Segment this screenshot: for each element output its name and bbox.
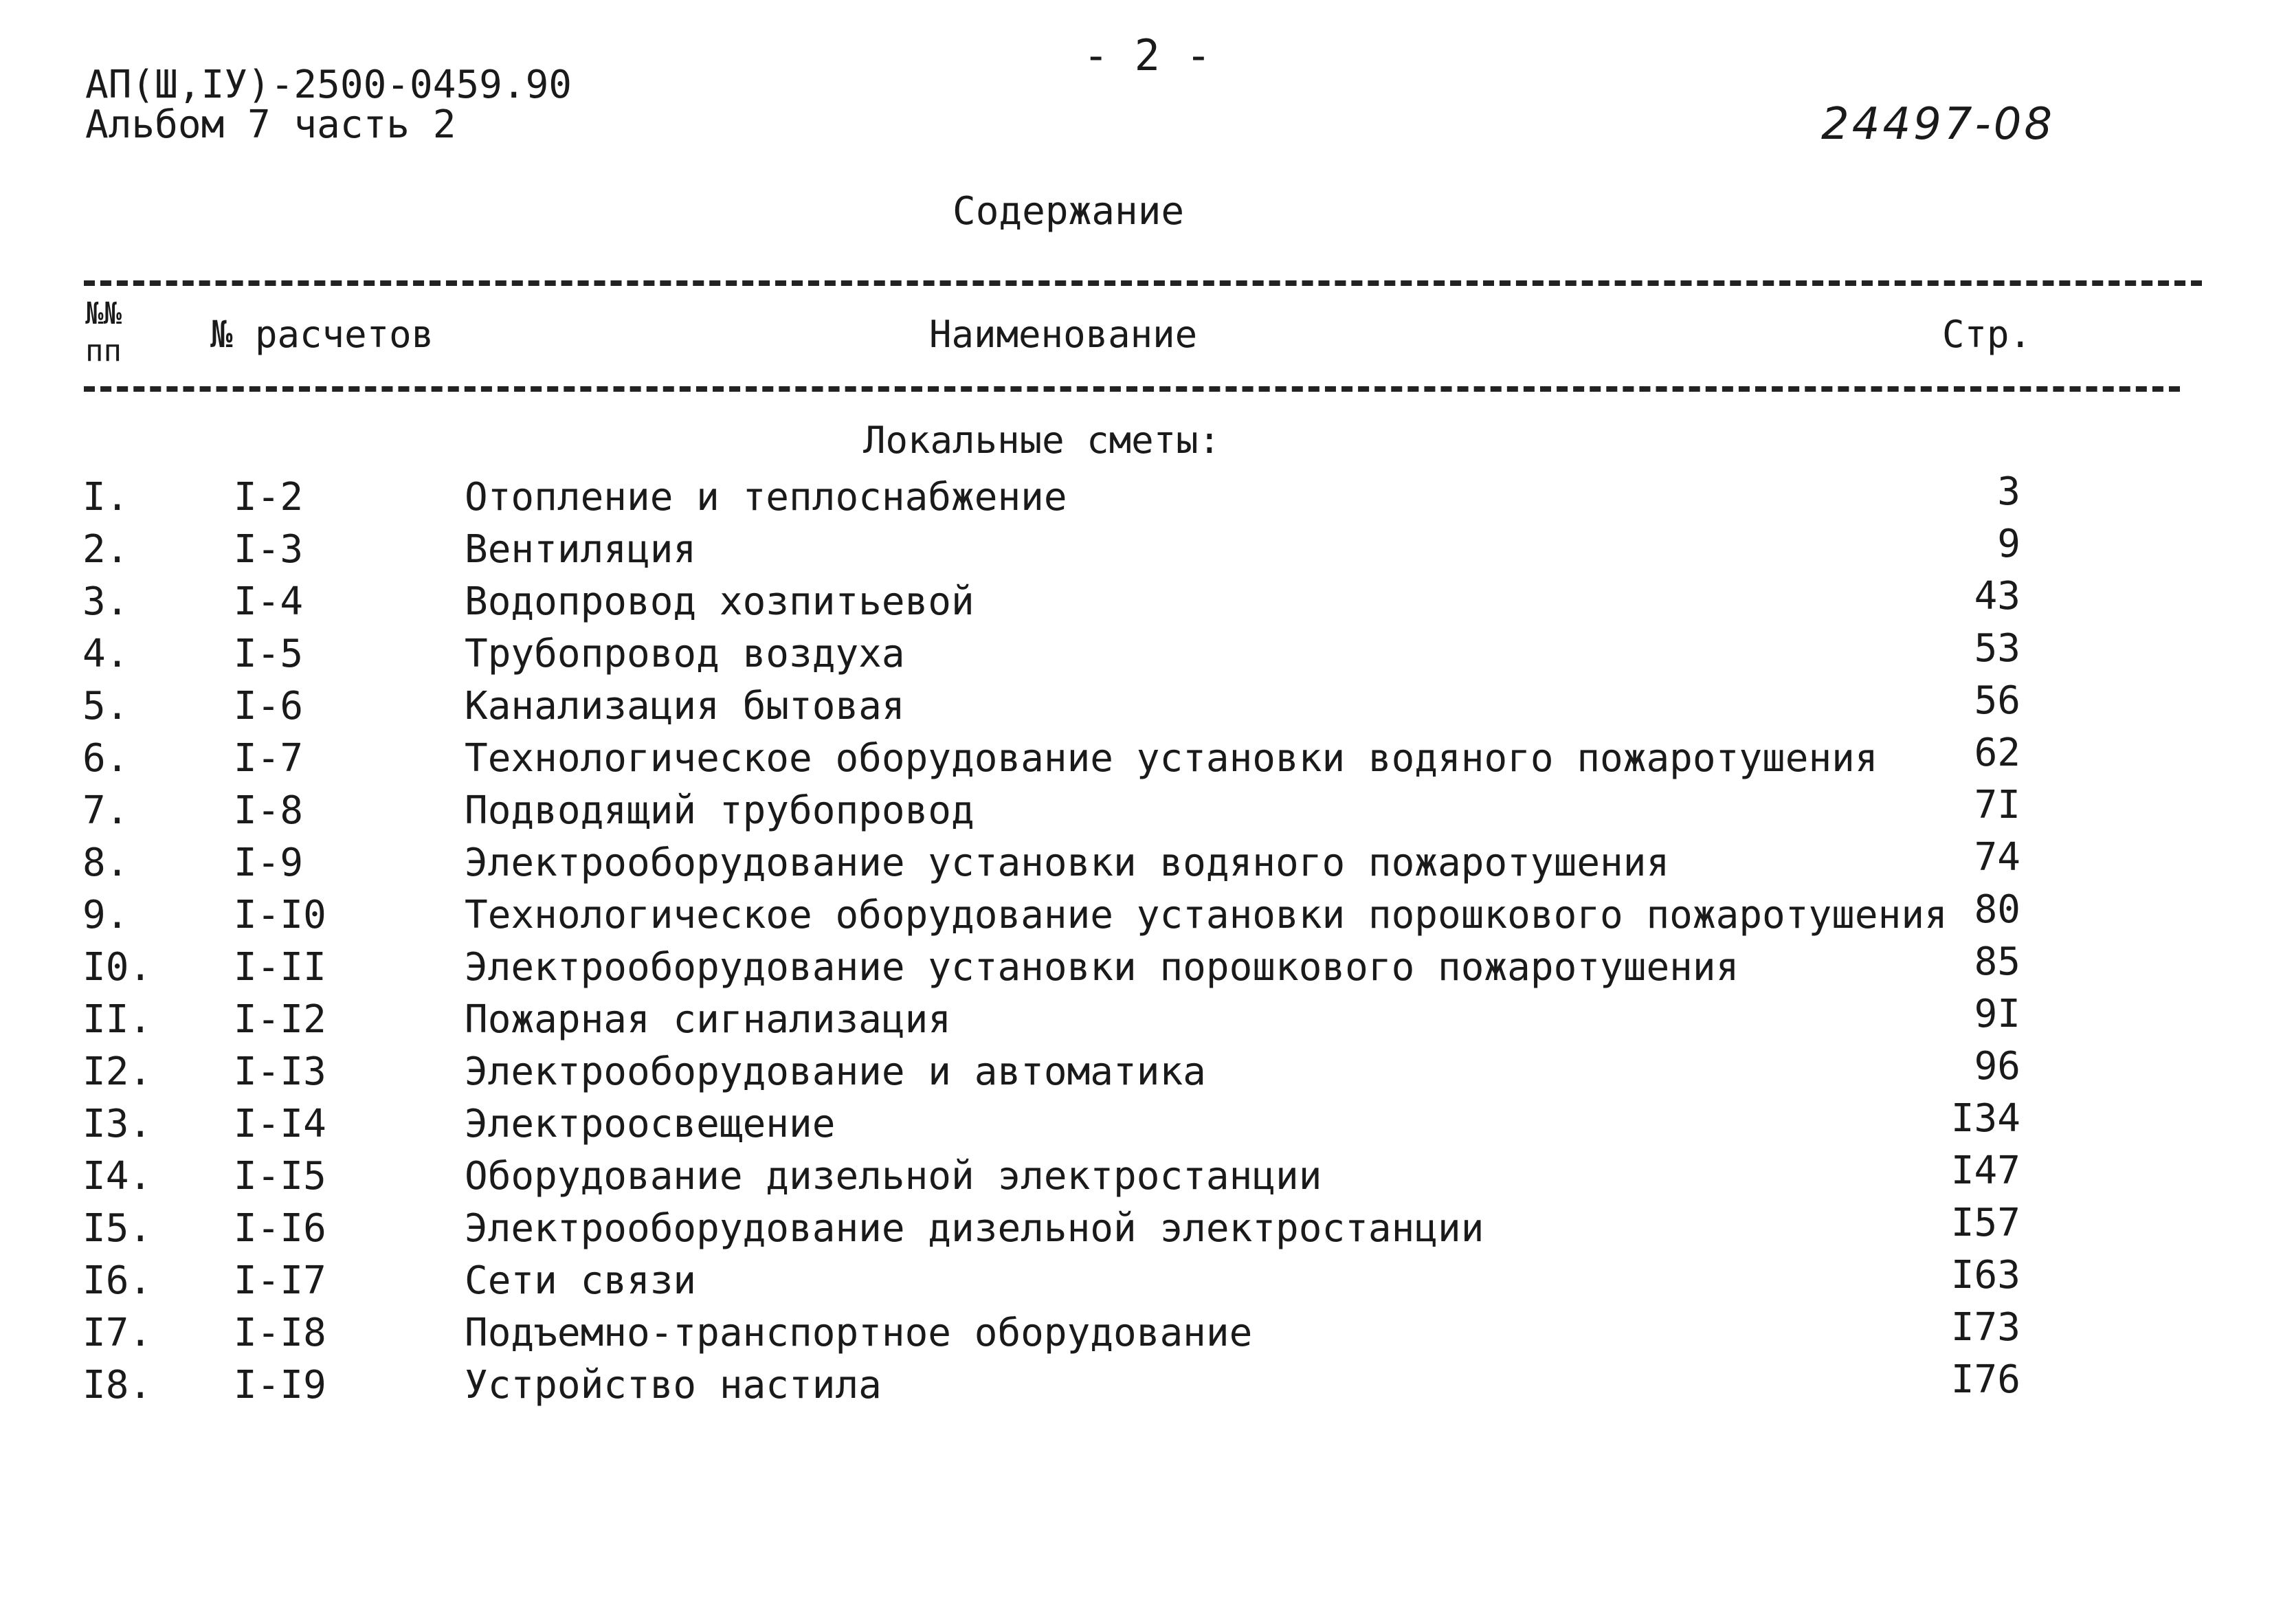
row-page: 85 [1974,939,2020,984]
row-number: I4. [82,1154,153,1199]
row-number: 9. [82,893,129,937]
row-calc: I-I7 [234,1258,326,1303]
column-header-calc: № расчетов [210,313,434,356]
row-calc: I-6 [234,684,304,728]
table-row [0,1359,2272,1412]
row-calc: I-8 [234,788,304,833]
row-page: 7I [1974,783,2020,827]
table-row [0,680,2272,733]
row-page: 80 [1974,887,2020,932]
row-page: 74 [1974,835,2020,880]
row-calc: I-4 [234,579,304,624]
table-row [0,785,2272,837]
row-calc: I-I3 [234,1049,326,1094]
table-row [0,1150,2272,1203]
row-calc: I-I9 [234,1363,326,1408]
row-name: Устройство настила [465,1363,882,1408]
registration-number: 24497-08 [1821,99,2056,150]
table-header-rule [84,386,2180,392]
row-name: Электроосвещение [465,1102,836,1146]
row-number: I. [82,475,129,520]
row-number: I6. [82,1258,153,1303]
row-number: 8. [82,841,129,885]
row-calc: I-I4 [234,1102,326,1146]
table-row [0,733,2272,785]
row-page: 96 [1974,1044,2020,1089]
row-calc: I-I2 [234,997,326,1042]
row-number: 4. [82,632,129,676]
row-name: Вентиляция [465,527,697,572]
table-row [0,1203,2272,1255]
column-header-page: Стр. [1942,313,2032,356]
row-number: I5. [82,1206,153,1251]
table-row [0,837,2272,889]
row-calc: I-I0 [234,893,326,937]
row-number: I0. [82,945,153,990]
table-row [0,524,2272,576]
row-name: Подводящий трубопровод [465,788,974,833]
row-page: 9I [1974,992,2020,1036]
row-calc: I-I5 [234,1154,326,1199]
row-calc: I-II [234,945,326,990]
row-number: 3. [82,579,129,624]
row-number: 2. [82,527,129,572]
row-name: Электрооборудование установки порошкового пожаротушения [465,945,1739,990]
row-number: 7. [82,788,129,833]
row-number: I7. [82,1311,153,1355]
page-number: - 2 - [1083,30,1212,80]
table-row [0,889,2272,942]
row-page: 3 [1997,469,2020,514]
table-row [0,471,2272,524]
table-top-rule [84,280,2202,286]
row-name: Сети связи [465,1258,697,1303]
row-calc: I-7 [234,736,304,781]
row-name: Пожарная сигнализация [465,997,952,1042]
row-name: Отопление и теплоснабжение [465,475,1067,520]
row-name: Подъемно-транспортное оборудование [465,1311,1253,1355]
contents-title: Содержание [953,189,1185,234]
row-page: I73 [1950,1305,2020,1350]
document-code: АП(Ш,IУ)-2500-0459.90 [85,63,572,107]
row-page: 62 [1974,731,2020,775]
row-page: 56 [1974,678,2020,723]
row-name: Электрооборудование и автоматика [465,1049,1206,1094]
row-page: 9 [1997,522,2020,566]
row-name: Канализация бытовая [465,684,905,728]
row-number: 6. [82,736,129,781]
row-page: 43 [1974,574,2020,619]
row-name: Трубопровод воздуха [465,632,905,676]
row-calc: I-3 [234,527,304,572]
row-name: Технологическое оборудование установки водяного пожаротушения [465,736,1878,781]
table-row [0,994,2272,1046]
row-name: Водопровод хозпитьевой [465,579,974,624]
row-number: I2. [82,1049,153,1094]
row-calc: I-2 [234,475,304,520]
row-number: I3. [82,1102,153,1146]
column-header-name: Наименование [929,313,1198,356]
table-row [0,939,2272,994]
row-number: I8. [82,1363,153,1408]
table-row [0,1046,2272,1098]
row-name: Технологическое оборудование установки порошкового пожаротушения [465,893,1948,937]
album-label: Альбом 7 часть 2 [85,102,456,147]
row-page: I47 [1950,1148,2020,1193]
row-page: I76 [1950,1357,2020,1402]
row-number: II. [82,997,153,1042]
column-header-number-line1: №№ [85,296,122,331]
row-calc: I-5 [234,632,304,676]
row-name: Электрооборудование установки водяного пожаротушения [465,841,1670,885]
table-row [0,576,2272,628]
row-calc: I-I6 [234,1206,326,1251]
table-row [0,1307,2272,1359]
column-header-number-line2: пп [85,333,122,368]
table-row [0,1255,2272,1307]
row-number: 5. [82,684,129,728]
table-row [0,1098,2272,1150]
row-name: Оборудование дизельной электростанции [465,1154,1322,1199]
row-page: 53 [1974,626,2020,671]
row-calc: I-I8 [234,1311,326,1355]
table-row [0,628,2272,680]
row-page: I63 [1950,1253,2020,1298]
section-title: Локальные сметы: [863,419,1221,462]
row-page: I34 [1950,1096,2020,1141]
row-calc: I-9 [234,841,304,885]
row-name: Электрооборудование дизельной электростанции [465,1206,1484,1251]
row-page: I57 [1950,1201,2020,1245]
